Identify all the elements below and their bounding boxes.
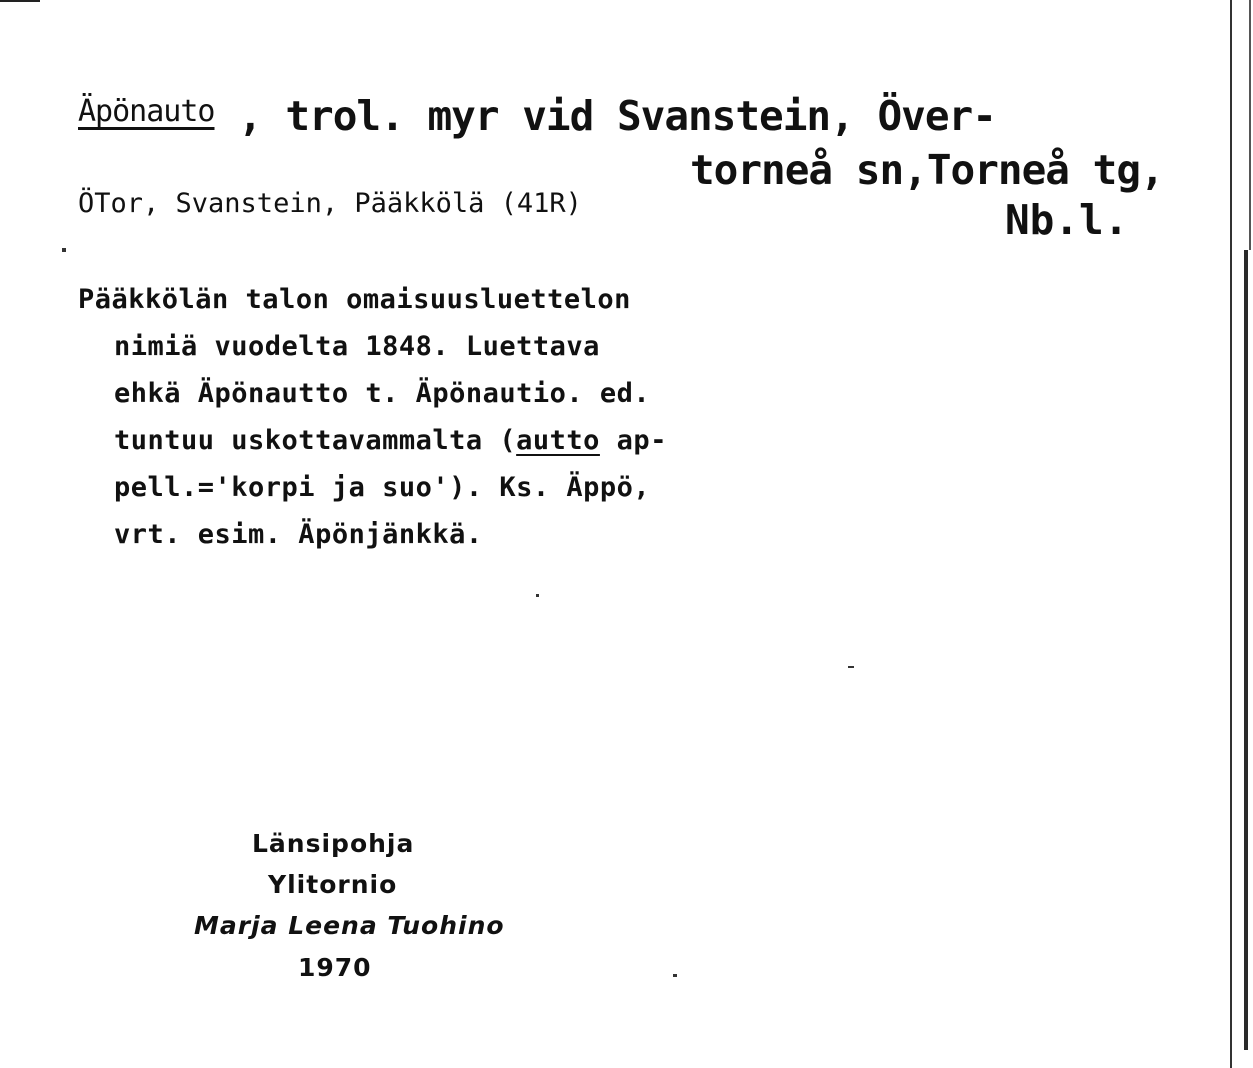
body-line-2: nimiä vuodelta 1848. Luettava [114, 331, 600, 362]
card-edge-line [1230, 0, 1232, 1068]
scan-speck [62, 248, 66, 252]
entry-headword: Äpönauto [78, 94, 215, 129]
stamp-collector: Marja Leena Tuohino [194, 911, 505, 940]
body-line-3: ehkä Äpönautto t. Äpönautio. ed. [114, 378, 651, 409]
entry-region-code: Nb.l. [1005, 196, 1129, 244]
body-line-4-end: ap- [599, 425, 667, 456]
body-line-1: Pääkkölän talon omaisuusluettelon [78, 284, 631, 315]
card-edge-shadow-top [1249, 0, 1251, 250]
stamp-year: 1970 [298, 953, 372, 982]
body-line-4 [114, 427, 667, 454]
scan-speck [536, 594, 539, 597]
scan-edge-mark [0, 0, 40, 2]
entry-definition: , trol. myr vid Svanstein, Över- [238, 92, 996, 140]
source-reference: ÖTor, Svanstein, Pääkkölä (41R) [78, 188, 582, 219]
body-line-4-start: tuntuu uskottavammalta ( [114, 425, 517, 456]
scan-speck [848, 666, 854, 668]
stamp-parish: Ylitornio [268, 870, 398, 899]
underlined-word: autto [516, 425, 600, 456]
entry-definition-continued: torneå sn,Torneå tg, [690, 146, 1164, 194]
body-line-5: pell.='korpi ja suo'). Ks. Äppö, [114, 472, 651, 503]
body-line-6: vrt. esim. Äpönjänkkä. [114, 519, 483, 550]
stamp-region: Länsipohja [252, 829, 415, 858]
scan-speck [673, 974, 677, 977]
card-edge-shadow [1244, 250, 1248, 1050]
